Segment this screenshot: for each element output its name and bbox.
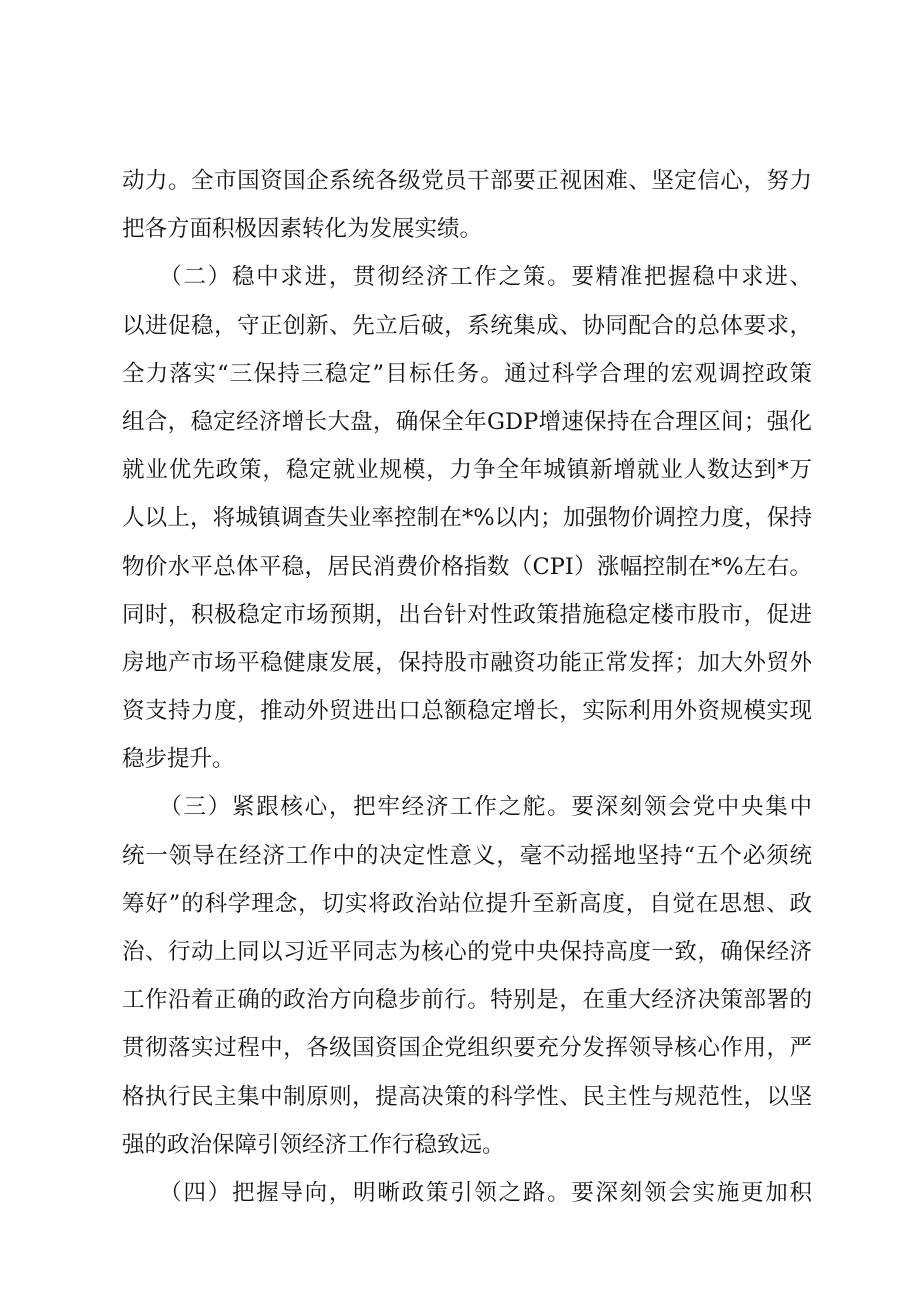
text-line: 动力。全市国资国企系统各级党员干部要正视困难、坚定信心，努力 xyxy=(122,168,812,194)
text-line: 统一领导在经济工作中的决定性意义，毫不动摇地坚持“五个必须统 xyxy=(122,842,812,869)
text-line: 房地产市场平稳健康发展，保持股市融资功能正常发挥；加大外贸外 xyxy=(122,649,812,676)
text-line: 同时，积极稳定市场预期，出台针对性政策措施稳定楼市股市，促进 xyxy=(122,601,812,628)
text-line: 人以上，将城镇调查失业率控制在*%以内；加强物价调控力度，保持 xyxy=(122,505,812,532)
text-line: 格执行民主集中制原则，提高决策的科学性、民主性与规范性，以坚 xyxy=(122,1083,812,1110)
text-line: 物价水平总体平稳，居民消费价格指数（CPI）涨幅控制在*%左右。 xyxy=(122,553,812,580)
text-line: 全力落实“三保持三稳定”目标任务。通过科学合理的宏观调控政策 xyxy=(122,360,812,387)
section-heading-line: （四）把握导向，明晰政策引领之路。要深刻领会实施更加积 xyxy=(122,1179,812,1206)
section-heading-line: （二）稳中求进，贯彻经济工作之策。要精准把握稳中求进、 xyxy=(122,264,812,291)
text-line: 筹好”的科学理念，切实将政治站位提升至新高度，自觉在思想、政 xyxy=(122,890,812,917)
text-line: 贯彻落实过程中，各级国资国企党组织要充分发挥领导核心作用，严 xyxy=(122,1035,812,1062)
text-line: 以进促稳，守正创新、先立后破，系统集成、协同配合的总体要求， xyxy=(122,312,812,339)
text-line: 强的政治保障引领经济工作行稳致远。 xyxy=(122,1131,505,1158)
text-line: 就业优先政策，稳定就业规模，力争全年城镇新增就业人数达到*万 xyxy=(122,457,812,484)
text-line: 治、行动上同以习近平同志为核心的党中央保持高度一致，确保经济 xyxy=(122,939,812,965)
text-line: 稳步提升。 xyxy=(122,746,235,773)
text-line: 资支持力度，推动外贸进出口总额稳定增长，实际利用外资规模实现 xyxy=(122,698,812,725)
text-line: 工作沿着正确的政治方向稳步前行。特别是，在重大经济决策部署的 xyxy=(122,987,812,1014)
section-heading-line: （三）紧跟核心，把牢经济工作之舵。要深刻领会党中央集中 xyxy=(122,794,812,821)
text-line: 组合，稳定经济增长大盘，确保全年GDP增速保持在合理区间；强化 xyxy=(122,408,812,435)
document-body xyxy=(122,157,812,1217)
text-line: 把各方面积极因素转化为发展实绩。 xyxy=(122,216,483,243)
